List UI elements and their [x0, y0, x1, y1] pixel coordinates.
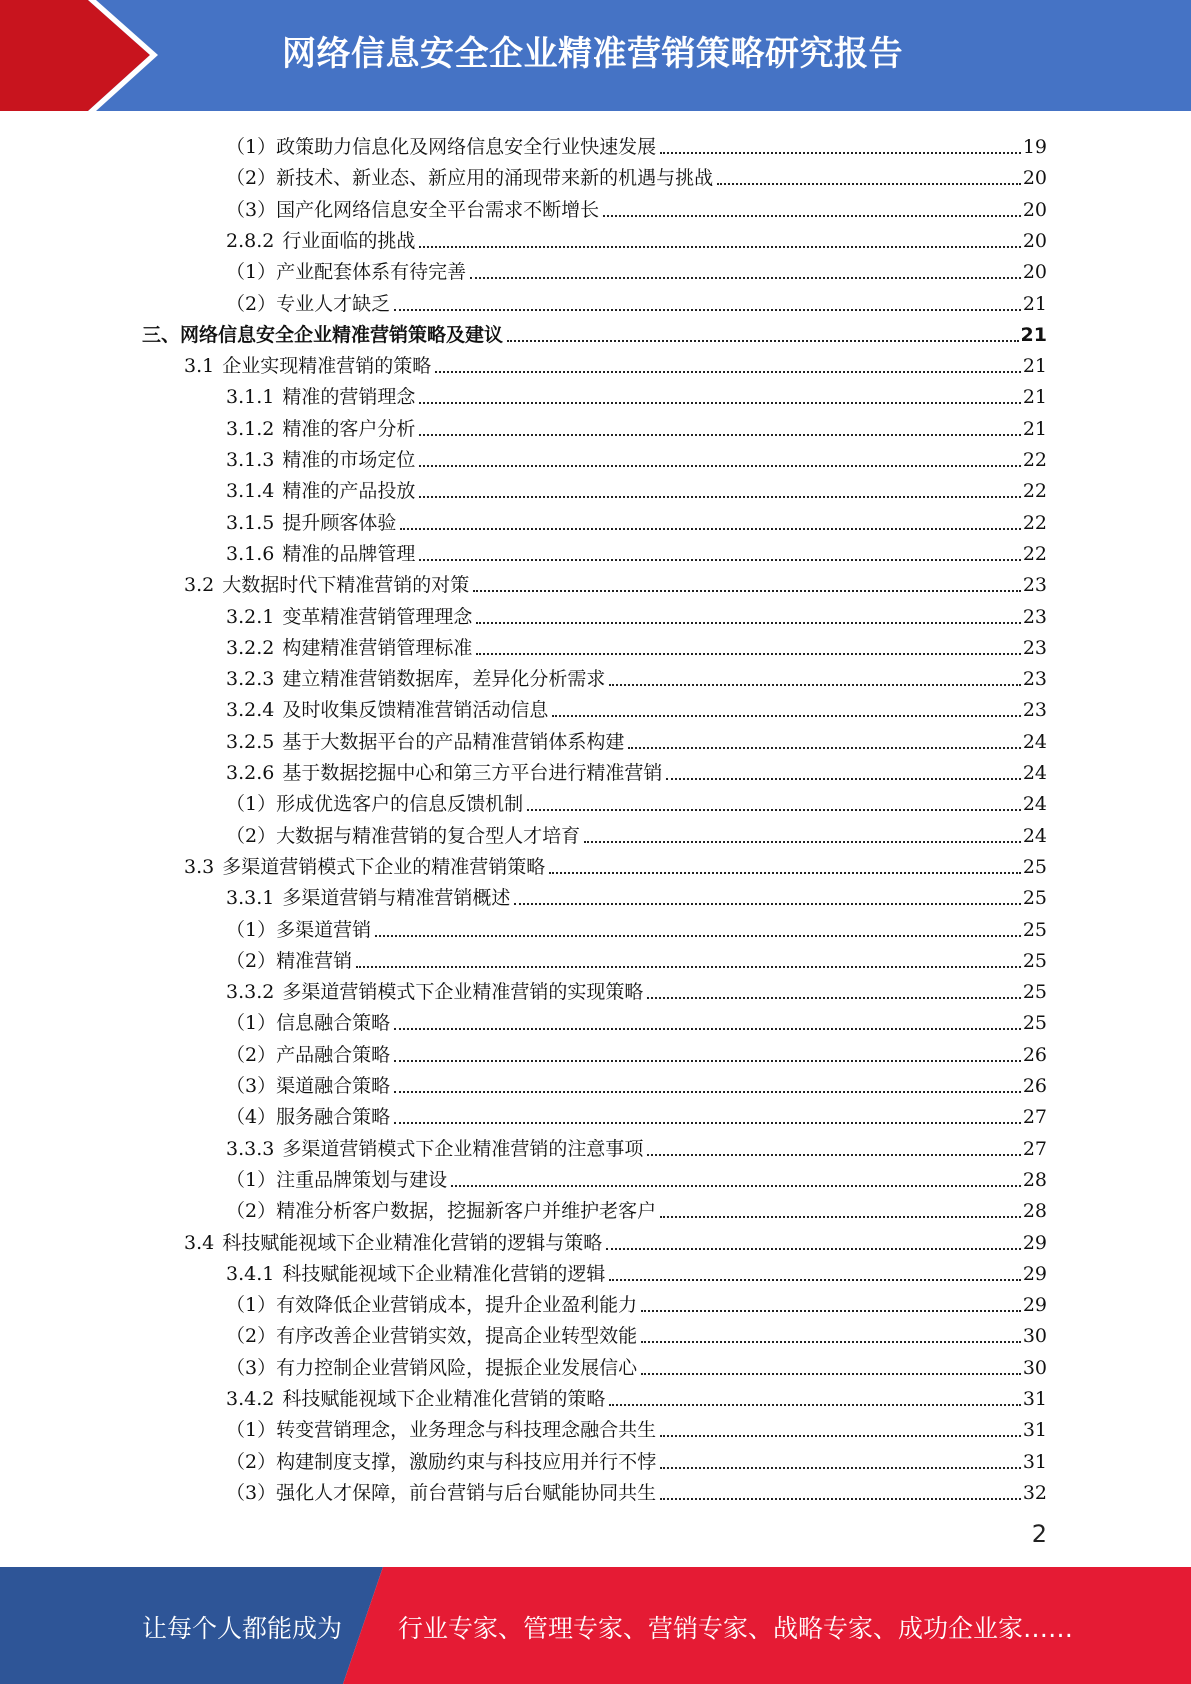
toc-entry[interactable] [184, 566, 1047, 597]
toc-entry-title: （2）大数据与精准营销的复合型人才培育 [226, 825, 581, 847]
toc-entry-page: 20 [1022, 261, 1047, 283]
toc-entry-number: 3.1 [184, 355, 215, 377]
toc-dot-leader [400, 528, 1020, 530]
toc-entry-page: 21 [1022, 418, 1047, 440]
toc-entry-title: （2）有序改善企业营销实效，提高企业转型效能 [226, 1325, 638, 1347]
toc-entry[interactable] [226, 1036, 1047, 1067]
toc-entry[interactable] [226, 191, 1047, 222]
toc-entry[interactable] [226, 1130, 1047, 1161]
toc-entry-number: 3.3.3 [226, 1138, 275, 1160]
toc-entry[interactable] [226, 1098, 1047, 1129]
toc-entry-number: 3.1.1 [226, 386, 275, 408]
toc-entry[interactable] [226, 159, 1047, 190]
toc-dot-leader [552, 715, 1020, 717]
toc-entry-page: 29 [1022, 1294, 1047, 1316]
toc-entry-number: 3.4 [184, 1232, 215, 1254]
toc-entry-page: 23 [1022, 637, 1047, 659]
toc-entry-number: 3.2.5 [226, 731, 275, 753]
toc-dot-leader [419, 402, 1020, 404]
toc-entry-title: （2）构建制度支撑，激励约束与科技应用并行不悖 [226, 1451, 657, 1473]
toc-dot-leader [419, 496, 1020, 498]
toc-dot-leader [641, 1341, 1021, 1343]
toc-entry[interactable] [226, 1067, 1047, 1098]
toc-entry[interactable] [226, 785, 1047, 816]
toc-dot-leader [394, 1060, 1021, 1062]
toc-entry[interactable] [226, 1317, 1047, 1348]
toc-entry-page: 25 [1022, 950, 1047, 972]
toc-entry[interactable] [226, 1161, 1047, 1192]
toc-entry[interactable] [226, 128, 1047, 159]
toc-entry-page: 21 [1022, 293, 1047, 315]
toc-entry[interactable] [226, 1004, 1047, 1035]
toc-dot-leader [660, 1435, 1021, 1437]
toc-entry-title: 基于数据挖掘中心和第三方平台进行精准营销 [282, 762, 663, 784]
toc-entry-page: 21 [1022, 355, 1047, 377]
toc-entry[interactable] [184, 848, 1047, 879]
page-header [0, 0, 1191, 111]
toc-entry[interactable] [226, 942, 1047, 973]
toc-entry-title: （3）渠道融合策略 [226, 1075, 391, 1097]
toc-entry-title: 行业面临的挑战 [282, 230, 416, 252]
toc-entry-page: 29 [1022, 1263, 1047, 1285]
toc-dot-leader [419, 465, 1020, 467]
toc-entry-number: 3.1.6 [226, 543, 275, 565]
toc-entry[interactable] [142, 316, 1047, 347]
toc-entry[interactable] [226, 410, 1047, 441]
toc-entry-number: 3.1.3 [226, 449, 275, 471]
toc-dot-leader [641, 1310, 1021, 1312]
toc-entry[interactable] [226, 879, 1047, 910]
toc-entry-page: 22 [1022, 480, 1047, 502]
toc-entry-title: （1）有效降低企业营销成本，提升企业盈利能力 [226, 1294, 638, 1316]
toc-dot-leader [609, 684, 1020, 686]
toc-entry-page: 28 [1022, 1169, 1047, 1191]
toc-entry-number: 3.2.6 [226, 762, 275, 784]
toc-entry[interactable] [226, 472, 1047, 503]
toc-entry-page: 25 [1022, 1012, 1047, 1034]
page-footer [0, 1567, 1191, 1684]
toc-dot-leader [647, 1154, 1020, 1156]
toc-entry-page: 20 [1022, 167, 1047, 189]
toc-dot-leader [660, 1467, 1021, 1469]
toc-dot-leader [476, 653, 1020, 655]
toc-entry[interactable] [226, 378, 1047, 409]
toc-entry[interactable] [226, 1349, 1047, 1380]
toc-entry-title: （3）有力控制企业营销风险，提振企业发展信心 [226, 1357, 638, 1379]
toc-entry-title: 精准的营销理念 [282, 386, 416, 408]
toc-entry-title: （2）新技术、新业态、新应用的涌现带来新的机遇与挑战 [226, 167, 714, 189]
toc-dot-leader [356, 966, 1021, 968]
toc-entry-page: 22 [1022, 449, 1047, 471]
toc-entry-title: （1）形成优选客户的信息反馈机制 [226, 793, 524, 815]
toc-entry-page: 27 [1022, 1138, 1047, 1160]
toc-entry-number: 3.3 [184, 856, 215, 878]
toc-entry-page: 24 [1022, 762, 1047, 784]
toc-dot-leader [476, 622, 1020, 624]
toc-entry-page: 29 [1022, 1232, 1047, 1254]
toc-entry[interactable] [226, 504, 1047, 535]
toc-dot-leader [394, 1091, 1021, 1093]
toc-entry-title: （1）信息融合策略 [226, 1012, 391, 1034]
toc-entry-title: 科技赋能视域下企业精准化营销的逻辑 [282, 1263, 606, 1285]
toc-entry-number: 3.2 [184, 574, 215, 596]
toc-entry-title: （2）产品融合策略 [226, 1044, 391, 1066]
toc-dot-leader [514, 903, 1020, 905]
toc-entry-title: 三、网络信息安全企业精准营销策略及建议 [142, 324, 504, 346]
toc-entry-number: 3.1.2 [226, 418, 275, 440]
toc-entry-title: 变革精准营销管理理念 [282, 606, 473, 628]
toc-entry-number: 3.2.3 [226, 668, 275, 690]
toc-entry[interactable] [226, 691, 1047, 722]
toc-dot-leader [419, 246, 1020, 248]
toc-entry[interactable] [226, 817, 1047, 848]
toc-entry-number: 2.8.2 [226, 230, 275, 252]
toc-entry-title: 多渠道营销模式下企业精准营销的注意事项 [282, 1138, 644, 1160]
toc-entry-page: 24 [1022, 731, 1047, 753]
toc-entry-title: （1）政策助力信息化及网络信息安全行业快速发展 [226, 136, 657, 158]
toc-dot-leader [527, 809, 1021, 811]
toc-dot-leader [666, 778, 1020, 780]
toc-entry-page: 22 [1022, 512, 1047, 534]
toc-entry[interactable] [226, 285, 1047, 316]
toc-entry[interactable] [226, 1286, 1047, 1317]
toc-entry-title: （1）注重品牌策划与建设 [226, 1169, 448, 1191]
toc-dot-leader [609, 1279, 1020, 1281]
toc-entry-number: 3.2.2 [226, 637, 275, 659]
toc-entry-title: （2）专业人才缺乏 [226, 293, 391, 315]
toc-entry-number: 3.4.2 [226, 1388, 275, 1410]
toc-dot-leader [549, 872, 1021, 874]
toc-entry-number: 3.1.4 [226, 480, 275, 502]
toc-entry-page: 25 [1022, 856, 1047, 878]
toc-entry-page: 23 [1022, 606, 1047, 628]
toc-entry-page: 25 [1022, 981, 1047, 1003]
toc-entry-page: 28 [1022, 1200, 1047, 1222]
toc-entry-title: 大数据时代下精准营销的对策 [222, 574, 470, 596]
toc-entry-page: 30 [1022, 1325, 1047, 1347]
toc-entry-page: 23 [1022, 574, 1047, 596]
document-title: 网络信息安全企业精准营销策略研究报告 [282, 34, 903, 74]
toc-entry-number: 3.4.1 [226, 1263, 275, 1285]
toc-entry[interactable] [226, 754, 1047, 785]
footer-slogan-left: 让每个人都能成为 [142, 1614, 343, 1643]
toc-entry-number: 3.3.1 [226, 887, 275, 909]
toc-entry-page: 31 [1022, 1388, 1047, 1410]
toc-dot-leader [584, 841, 1021, 843]
toc-entry[interactable] [226, 911, 1047, 942]
toc-dot-leader [435, 371, 1021, 373]
toc-entry-title: 提升顾客体验 [282, 512, 397, 534]
toc-entry[interactable] [226, 1380, 1047, 1411]
toc-entry-page: 22 [1022, 543, 1047, 565]
toc-entry-title: （2）精准营销 [226, 950, 353, 972]
toc-entry[interactable] [226, 1255, 1047, 1286]
toc-entry[interactable] [226, 441, 1047, 472]
toc-entry-page: 20 [1022, 230, 1047, 252]
toc-entry-number: 3.1.5 [226, 512, 275, 534]
toc-entry-page: 21 [1020, 324, 1047, 346]
toc-entry[interactable] [226, 1443, 1047, 1474]
toc-dot-leader [394, 309, 1021, 311]
toc-entry-page: 19 [1022, 136, 1047, 158]
page-number: 2 [1031, 1520, 1047, 1548]
toc-entry[interactable] [226, 253, 1047, 284]
toc-entry-page: 23 [1022, 668, 1047, 690]
toc-entry[interactable] [226, 1192, 1047, 1223]
toc-dot-leader [394, 1122, 1021, 1124]
toc-entry[interactable] [226, 629, 1047, 660]
toc-entry-title: （3）国产化网络信息安全平台需求不断增长 [226, 199, 600, 221]
toc-entry-page: 23 [1022, 699, 1047, 721]
toc-dot-leader [660, 1498, 1021, 1500]
toc-dot-leader [451, 1185, 1021, 1187]
toc-entry-title: （1）多渠道营销 [226, 919, 372, 941]
toc-entry-title: 精准的产品投放 [282, 480, 416, 502]
toc-dot-leader [609, 1404, 1020, 1406]
toc-dot-leader [660, 152, 1021, 154]
toc-entry-page: 20 [1022, 199, 1047, 221]
toc-entry[interactable] [226, 535, 1047, 566]
toc-entry[interactable] [184, 1224, 1047, 1255]
toc-entry-title: 及时收集反馈精准营销活动信息 [282, 699, 549, 721]
toc-dot-leader [473, 590, 1021, 592]
toc-entry-title: 精准的品牌管理 [282, 543, 416, 565]
toc-entry-number: 3.3.2 [226, 981, 275, 1003]
toc-entry-page: 24 [1022, 825, 1047, 847]
toc-dot-leader [375, 935, 1021, 937]
toc-dot-leader [603, 215, 1021, 217]
toc-dot-leader [419, 434, 1020, 436]
toc-entry-title: 构建精准营销管理标准 [282, 637, 473, 659]
toc-entry-title: 多渠道营销模式下企业的精准营销策略 [222, 856, 546, 878]
toc-entry-title: （4）服务融合策略 [226, 1106, 391, 1128]
toc-dot-leader [394, 1028, 1021, 1030]
footer-slogan-right: 行业专家、管理专家、营销专家、战略专家、成功企业家…… [398, 1614, 1074, 1643]
toc-entry-page: 21 [1022, 386, 1047, 408]
toc-entry-page: 26 [1022, 1075, 1047, 1097]
toc-entry[interactable] [226, 1411, 1047, 1442]
toc-entry-page: 26 [1022, 1044, 1047, 1066]
header-chevron-decoration [0, 0, 160, 111]
toc-dot-leader [470, 277, 1021, 279]
toc-entry-title: 企业实现精准营销的策略 [222, 355, 432, 377]
toc-dot-leader [641, 1373, 1021, 1375]
toc-entry[interactable] [226, 1474, 1047, 1505]
toc-entry-page: 32 [1022, 1482, 1047, 1504]
toc-entry-number: 3.2.1 [226, 606, 275, 628]
toc-entry-page: 31 [1022, 1451, 1047, 1473]
toc-entry-title: 多渠道营销模式下企业精准营销的实现策略 [282, 981, 644, 1003]
toc-dot-leader [660, 1216, 1021, 1218]
toc-entry-title: 基于大数据平台的产品精准营销体系构建 [282, 731, 625, 753]
toc-entry-page: 25 [1022, 919, 1047, 941]
toc-entry-title: 精准的客户分析 [282, 418, 416, 440]
toc-dot-leader [507, 340, 1019, 342]
toc-dot-leader [717, 183, 1021, 185]
toc-entry-page: 31 [1022, 1419, 1047, 1441]
toc-entry-page: 25 [1022, 887, 1047, 909]
toc-entry[interactable] [226, 660, 1047, 691]
toc-entry[interactable] [226, 723, 1047, 754]
toc-entry[interactable] [184, 347, 1047, 378]
toc-entry[interactable] [226, 598, 1047, 629]
toc-entry-title: （1）产业配套体系有待完善 [226, 261, 467, 283]
toc-entry-title: 科技赋能视域下企业精准化营销的逻辑与策略 [222, 1232, 603, 1254]
toc-entry-number: 3.2.4 [226, 699, 275, 721]
toc-entry-page: 27 [1022, 1106, 1047, 1128]
toc-dot-leader [419, 559, 1020, 561]
toc-entry-title: 多渠道营销与精准营销概述 [282, 887, 511, 909]
toc-entry-title: 建立精准营销数据库，差异化分析需求 [282, 668, 606, 690]
toc-entry-title: （1）转变营销理念，业务理念与科技理念融合共生 [226, 1419, 657, 1441]
toc-entry[interactable] [226, 973, 1047, 1004]
toc-entry-title: 科技赋能视域下企业精准化营销的策略 [282, 1388, 606, 1410]
toc-entry-page: 24 [1022, 793, 1047, 815]
toc-dot-leader [628, 747, 1020, 749]
toc-entry[interactable] [226, 222, 1047, 253]
toc-entry-title: 精准的市场定位 [282, 449, 416, 471]
toc-entry-title: （2）精准分析客户数据，挖掘新客户并维护老客户 [226, 1200, 657, 1222]
toc-entry-page: 30 [1022, 1357, 1047, 1379]
toc-entry-title: （3）强化人才保障，前台营销与后台赋能协同共生 [226, 1482, 657, 1504]
toc-dot-leader [647, 997, 1020, 999]
toc-dot-leader [606, 1248, 1021, 1250]
